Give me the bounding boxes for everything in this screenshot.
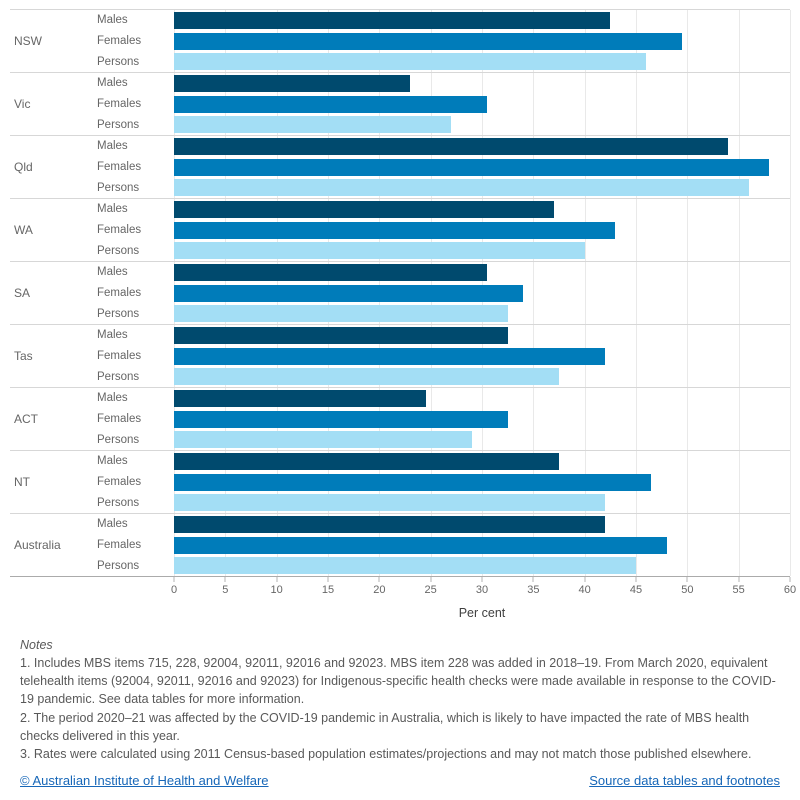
category-label-sa: SA	[14, 286, 31, 300]
category-label-nt: NT	[14, 475, 30, 489]
bar-females-act[interactable]	[174, 411, 508, 428]
category-label-qld: Qld	[14, 160, 33, 174]
bar-persons-australia[interactable]	[174, 557, 636, 574]
series-label-persons: Persons	[97, 496, 140, 509]
bar-row	[174, 262, 790, 283]
bar-row	[174, 346, 790, 367]
bar-row	[174, 114, 790, 135]
bar-row	[174, 73, 790, 94]
bars	[174, 136, 790, 198]
source-data-link[interactable]: Source data tables and footnotes	[589, 772, 780, 788]
tick-label-50: 50	[681, 584, 694, 596]
bar-row	[174, 240, 790, 261]
tick-label-20: 20	[373, 584, 386, 596]
bar-row	[174, 220, 790, 241]
category-group-sa	[10, 261, 790, 324]
series-labels	[96, 136, 174, 198]
category-label-act: ACT	[14, 412, 38, 426]
series-label-persons: Persons	[97, 181, 140, 194]
bar-row	[174, 429, 790, 450]
tick-label-25: 25	[424, 584, 437, 596]
bar-males-vic[interactable]	[174, 75, 410, 92]
series-labels	[96, 10, 174, 72]
chart-plot-area	[10, 9, 790, 577]
bar-females-qld[interactable]	[174, 159, 769, 176]
category-label-nsw: NSW	[14, 34, 42, 48]
bar-females-sa[interactable]	[174, 285, 523, 302]
series-label-males: Males	[97, 454, 128, 467]
tick-mark-55	[738, 577, 739, 582]
category-group-wa	[10, 198, 790, 261]
tick-mark-10	[276, 577, 277, 582]
category-label-australia: Australia	[14, 538, 61, 552]
series-label-females: Females	[97, 475, 142, 488]
aihw-copyright-link[interactable]: © Australian Institute of Health and Welfare	[20, 772, 269, 788]
bars	[174, 388, 790, 450]
category-group-act	[10, 387, 790, 450]
series-label-persons: Persons	[97, 55, 140, 68]
tick-mark-5	[225, 577, 226, 582]
notes-section	[20, 636, 780, 763]
series-label-males: Males	[97, 139, 128, 152]
x-axis	[170, 577, 797, 603]
bars	[174, 514, 790, 576]
tick-label-5: 5	[222, 584, 229, 596]
tick-mark-35	[533, 577, 534, 582]
notes-title: Notes	[20, 638, 53, 652]
category-group-nsw	[10, 9, 790, 72]
series-label-males: Males	[97, 76, 128, 89]
tick-mark-45	[636, 577, 637, 582]
bar-row	[174, 303, 790, 324]
bar-males-wa[interactable]	[174, 201, 554, 218]
note-2: 2. The period 2020–21 was affected by the COVID-19 pandemic in Australia, which is likely to have impacted the rate of MBS health checks delivered in this year.	[20, 710, 750, 743]
series-labels	[96, 199, 174, 261]
series-label-males: Males	[97, 328, 128, 341]
bar-males-nsw[interactable]	[174, 12, 610, 29]
bar-row	[174, 51, 790, 72]
bar-row	[174, 10, 790, 31]
bar-row	[174, 366, 790, 387]
series-label-persons: Persons	[97, 433, 140, 446]
footer	[20, 773, 780, 788]
category-group-vic	[10, 72, 790, 135]
note-3: 3. Rates were calculated using 2011 Census-based population estimates/projections and may not match those published elsewhere.	[20, 746, 752, 761]
series-label-females: Females	[97, 286, 142, 299]
bar-persons-sa[interactable]	[174, 305, 508, 322]
series-label-persons: Persons	[97, 559, 140, 572]
series-label-persons: Persons	[97, 370, 140, 383]
bar-row	[174, 409, 790, 430]
series-labels	[96, 73, 174, 135]
tick-label-40: 40	[578, 584, 591, 596]
series-label-males: Males	[97, 517, 128, 530]
tick-label-30: 30	[475, 584, 489, 596]
bar-row	[174, 136, 790, 157]
bar-row	[174, 325, 790, 346]
bar-row	[174, 157, 790, 178]
series-labels	[96, 262, 174, 324]
bar-males-sa[interactable]	[174, 264, 487, 281]
tick-mark-30	[482, 577, 483, 582]
bars	[174, 73, 790, 135]
series-labels	[96, 388, 174, 450]
series-label-females: Females	[97, 538, 142, 551]
tick-label-10: 10	[270, 584, 283, 596]
series-label-females: Females	[97, 160, 142, 173]
bar-row	[174, 514, 790, 535]
bar-females-tas[interactable]	[174, 348, 605, 365]
category-group-tas	[10, 324, 790, 387]
bar-males-nt[interactable]	[174, 453, 559, 470]
bar-persons-act[interactable]	[174, 431, 472, 448]
tick-mark-25	[430, 577, 431, 582]
bar-persons-wa[interactable]	[174, 242, 585, 259]
bar-row	[174, 31, 790, 52]
category-group-australia	[10, 513, 790, 576]
bars	[174, 262, 790, 324]
note-1: 1. Includes MBS items 715, 228, 92004, 92011, 92016 and 92023. MBS item 228 was added in 2018–19. From March 2020, equivalent telehealth items (92004, 92011, 92016 and 92023) for Indigenous-specific health checks were made available in response to the COVID-19 pandemic. See data tables for more information.	[20, 656, 776, 707]
gridline-60	[790, 10, 791, 576]
bars	[174, 451, 790, 513]
bars	[174, 199, 790, 261]
bar-females-wa[interactable]	[174, 222, 615, 239]
bar-males-act[interactable]	[174, 390, 426, 407]
tick-mark-50	[687, 577, 688, 582]
series-label-females: Females	[97, 223, 142, 236]
tick-mark-40	[584, 577, 585, 582]
bar-row	[174, 555, 790, 576]
bar-row	[174, 535, 790, 556]
category-label-tas: Tas	[14, 349, 33, 363]
bar-row	[174, 472, 790, 493]
tick-mark-20	[379, 577, 380, 582]
tick-label-45: 45	[629, 584, 643, 596]
tick-label-0: 0	[170, 584, 178, 596]
tick-label-15: 15	[321, 584, 335, 596]
series-label-persons: Persons	[97, 118, 140, 131]
category-label-wa: WA	[14, 223, 33, 237]
bar-females-australia[interactable]	[174, 537, 667, 554]
series-label-males: Males	[97, 202, 128, 215]
bar-row	[174, 283, 790, 304]
bar-row	[174, 451, 790, 472]
bar-persons-nsw[interactable]	[174, 53, 646, 70]
series-label-persons: Persons	[97, 307, 140, 320]
bar-males-australia[interactable]	[174, 516, 605, 533]
series-labels	[96, 514, 174, 576]
series-labels	[96, 451, 174, 513]
bar-females-nsw[interactable]	[174, 33, 682, 50]
bar-row	[174, 388, 790, 409]
bar-row	[174, 199, 790, 220]
bar-persons-tas[interactable]	[174, 368, 559, 385]
tick-mark-60	[790, 577, 791, 582]
series-label-males: Males	[97, 13, 128, 26]
tick-label-60: 60	[783, 584, 797, 596]
category-group-nt	[10, 450, 790, 513]
series-label-males: Males	[97, 391, 128, 404]
x-axis-title: Per cent	[458, 606, 506, 620]
tick-label-35: 35	[527, 584, 540, 596]
bars	[174, 10, 790, 72]
bar-row	[174, 177, 790, 198]
bar-persons-vic[interactable]	[174, 116, 451, 133]
series-label-females: Females	[97, 34, 142, 47]
category-group-qld	[10, 135, 790, 198]
series-labels	[96, 325, 174, 387]
bar-males-qld[interactable]	[174, 138, 728, 155]
series-label-females: Females	[97, 349, 142, 362]
series-label-females: Females	[97, 412, 142, 425]
bar-females-vic[interactable]	[174, 96, 487, 113]
tick-mark-0	[174, 577, 175, 582]
bar-row	[174, 94, 790, 115]
tick-mark-15	[328, 577, 329, 582]
bars	[174, 325, 790, 387]
tick-label-55: 55	[732, 584, 745, 596]
bar-persons-qld[interactable]	[174, 179, 749, 196]
series-label-males: Males	[97, 265, 128, 278]
bar-persons-nt[interactable]	[174, 494, 605, 511]
bar-row	[174, 492, 790, 513]
category-label-vic: Vic	[14, 97, 31, 111]
bar-females-nt[interactable]	[174, 474, 651, 491]
series-label-persons: Persons	[97, 244, 140, 257]
bar-males-tas[interactable]	[174, 327, 508, 344]
series-label-females: Females	[97, 97, 142, 110]
